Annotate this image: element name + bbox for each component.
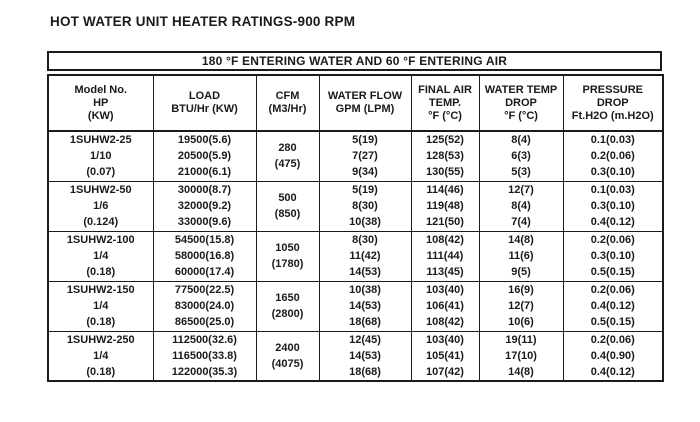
cell-value: 6(3)	[511, 150, 531, 163]
pressure-drop-cell	[563, 231, 663, 281]
cell-value: 18(68)	[349, 365, 381, 378]
cell-value: 19(11)	[505, 333, 537, 346]
cell-value: 60000(17.4)	[174, 266, 235, 278]
cfm-cell	[256, 181, 319, 231]
column-header-line: PRESSURE	[582, 83, 644, 96]
cell-value: 119(48)	[426, 200, 464, 212]
cell-value: (0.18)	[86, 316, 116, 328]
cell-value: 30000(8.7)	[177, 184, 232, 196]
cell-value: 125(52)	[426, 134, 464, 147]
ratings-table-head	[48, 75, 663, 131]
cell-value: (0.124)	[83, 216, 119, 228]
page-title: HOT WATER UNIT HEATER RATINGS-900 RPM	[50, 14, 356, 29]
cell-value: 122000(35.3)	[171, 365, 238, 378]
column-header-line: HP	[93, 96, 109, 109]
final-air-temp-cell	[411, 231, 479, 281]
banner-text: 180 °F ENTERING WATER AND 60 °F ENTERING AIR	[201, 54, 508, 68]
cell-value: 7(27)	[352, 150, 378, 163]
cell-value: 7(4)	[511, 216, 531, 228]
cell-value: (4075)	[271, 357, 304, 370]
cell-value: 14(8)	[508, 365, 534, 378]
cell-value: 113(45)	[426, 266, 464, 278]
column-header-line: FINAL AIR	[418, 83, 472, 96]
cell-value: 17(10)	[505, 349, 537, 362]
cell-value: 19500(5.6)	[177, 134, 232, 147]
water-flow-cell	[319, 131, 411, 181]
cell-value: 1SUHW2-250	[66, 333, 135, 346]
column-header-load	[153, 75, 256, 131]
cell-value: 21000(6.1)	[177, 166, 232, 179]
cell-value: 2400	[275, 341, 300, 354]
column-header-line: WATER TEMP	[484, 83, 558, 96]
cell-value: 5(19)	[352, 184, 378, 196]
cell-value: 10(38)	[349, 284, 381, 296]
water-temp-drop-cell	[479, 131, 563, 181]
cell-value: 1/10	[90, 150, 112, 163]
cell-value: 86500(25.0)	[174, 316, 235, 328]
load-cell	[153, 131, 256, 181]
column-header-water-temp-drop	[479, 75, 563, 131]
cell-value: 108(42)	[426, 234, 464, 246]
cell-value: (0.18)	[86, 365, 116, 378]
cell-value: 0.5(0.15)	[590, 316, 635, 328]
load-cell	[153, 281, 256, 331]
ratings-table	[47, 74, 664, 382]
cell-value: (0.07)	[86, 166, 116, 179]
final-air-temp-cell	[411, 131, 479, 181]
water-flow-cell	[319, 231, 411, 281]
water-temp-drop-cell	[479, 281, 563, 331]
cell-value: 0.2(0.06)	[590, 333, 635, 346]
cell-value: 103(40)	[426, 284, 464, 296]
cell-value: 8(30)	[352, 234, 378, 246]
column-header-cfm	[256, 75, 319, 131]
cell-value: 0.2(0.06)	[590, 284, 635, 296]
column-header-line: TEMP.	[428, 96, 462, 109]
cfm-cell	[256, 331, 319, 381]
load-cell	[153, 331, 256, 381]
table-row	[48, 281, 663, 331]
cell-value: 1/4	[93, 300, 109, 312]
cell-value: 1/4	[93, 250, 109, 262]
column-header-line: WATER FLOW	[327, 90, 403, 102]
cfm-cell	[256, 131, 319, 181]
column-header-line: DROP	[505, 96, 537, 109]
cell-value: 500	[278, 192, 297, 204]
cell-value: 12(45)	[349, 333, 381, 346]
column-header-line: °F (°C)	[428, 109, 462, 122]
cell-value: 0.4(0.12)	[590, 216, 635, 228]
cell-value: 10(6)	[508, 316, 534, 328]
cell-value: 20500(5.9)	[177, 150, 232, 163]
cell-value: 128(53)	[426, 150, 464, 163]
water-flow-cell	[319, 181, 411, 231]
cell-value: 0.1(0.03)	[590, 184, 635, 196]
column-header-line: Ft.H2O (m.H2O)	[571, 109, 654, 122]
cell-value: 54500(15.8)	[174, 234, 235, 246]
cell-value: 1SUHW2-50	[69, 184, 132, 196]
cell-value: 11(6)	[508, 250, 534, 262]
pressure-drop-cell	[563, 331, 663, 381]
cell-value: (850)	[274, 208, 301, 220]
cell-value: 8(30)	[352, 200, 378, 212]
cfm-cell	[256, 281, 319, 331]
column-header-line: (M3/Hr)	[268, 103, 307, 115]
column-header-line: °F (°C)	[504, 109, 538, 122]
cell-value: 77500(22.5)	[174, 284, 235, 296]
cell-value: 0.2(0.06)	[590, 234, 635, 246]
cell-value: 130(55)	[426, 166, 464, 179]
cell-value: 14(53)	[349, 349, 381, 362]
cell-value: 9(5)	[511, 266, 531, 278]
cell-value: 107(42)	[426, 365, 464, 378]
cell-value: 0.3(0.10)	[590, 200, 635, 212]
cell-value: 280	[278, 142, 297, 155]
cfm-cell	[256, 231, 319, 281]
column-header-line: GPM (LPM)	[335, 103, 395, 115]
model-cell	[48, 281, 153, 331]
cell-value: 5(19)	[352, 134, 378, 147]
table-banner	[47, 51, 662, 71]
water-temp-drop-cell	[479, 181, 563, 231]
model-cell	[48, 231, 153, 281]
cell-value: 1SUHW2-25	[69, 134, 132, 147]
cell-value: 0.4(0.12)	[590, 365, 635, 378]
table-row	[48, 181, 663, 231]
water-flow-cell	[319, 281, 411, 331]
column-header-line: DROP	[596, 96, 629, 109]
final-air-temp-cell	[411, 181, 479, 231]
cell-value: 0.5(0.15)	[590, 266, 635, 278]
cell-value: 0.4(0.90)	[590, 349, 635, 362]
cell-value: 8(4)	[511, 134, 531, 147]
column-header-pressure-drop	[563, 75, 663, 131]
cell-value: 108(42)	[426, 316, 464, 328]
final-air-temp-cell	[411, 331, 479, 381]
pressure-drop-cell	[563, 131, 663, 181]
column-header-model	[48, 75, 153, 131]
cell-value: 0.2(0.06)	[590, 150, 635, 163]
cell-value: 1SUHW2-150	[66, 284, 135, 296]
cell-value: 32000(9.2)	[177, 200, 232, 212]
column-header-line: LOAD	[188, 90, 221, 102]
cell-value: 5(3)	[511, 166, 531, 179]
water-flow-cell	[319, 331, 411, 381]
column-header-line: BTU/Hr (KW)	[171, 103, 238, 115]
column-header-water-flow	[319, 75, 411, 131]
model-cell	[48, 131, 153, 181]
cell-value: 12(7)	[508, 184, 534, 196]
pressure-drop-cell	[563, 281, 663, 331]
cell-value: 111(44)	[426, 250, 464, 262]
cell-value: 14(8)	[508, 234, 534, 246]
final-air-temp-cell	[411, 281, 479, 331]
cell-value: 10(38)	[349, 216, 381, 228]
load-cell	[153, 181, 256, 231]
cell-value: 0.3(0.10)	[590, 250, 635, 262]
water-temp-drop-cell	[479, 331, 563, 381]
cell-value: 8(4)	[511, 200, 531, 212]
model-cell	[48, 181, 153, 231]
cell-value: 12(7)	[508, 300, 534, 312]
cell-value: 83000(24.0)	[174, 300, 235, 312]
cell-value: (2800)	[271, 308, 304, 320]
cell-value: 16(9)	[508, 284, 534, 296]
column-header-line: Model No.	[74, 83, 128, 96]
load-cell	[153, 231, 256, 281]
cell-value: 105(41)	[426, 349, 464, 362]
cell-value: 0.3(0.10)	[590, 166, 635, 179]
cell-value: 121(50)	[426, 216, 464, 228]
column-header-final-air-temp	[411, 75, 479, 131]
cell-value: 0.1(0.03)	[590, 134, 635, 147]
cell-value: 0.4(0.12)	[590, 300, 635, 312]
cell-value: 58000(16.8)	[174, 250, 235, 262]
table-row	[48, 131, 663, 181]
cell-value: (475)	[274, 158, 301, 171]
cell-value: 112500(32.6)	[172, 333, 237, 346]
model-cell	[48, 331, 153, 381]
column-header-line: (KW)	[87, 109, 114, 122]
table-row	[48, 231, 663, 281]
ratings-table-body	[48, 131, 663, 381]
cell-value: 9(34)	[352, 166, 378, 179]
cell-value: 103(40)	[426, 333, 464, 346]
cell-value: 14(53)	[349, 300, 381, 312]
cell-value: 14(53)	[349, 266, 381, 278]
cell-value: (1780)	[271, 258, 304, 270]
cell-value: 114(46)	[426, 184, 464, 196]
cell-value: 1/6	[93, 200, 109, 212]
cell-value: 18(68)	[349, 316, 381, 328]
cell-value: 1650	[275, 292, 300, 304]
cell-value: 1050	[275, 242, 300, 254]
header-row	[48, 75, 663, 131]
table-row	[48, 331, 663, 381]
pressure-drop-cell	[563, 181, 663, 231]
cell-value: 11(42)	[349, 250, 381, 262]
cell-value: (0.18)	[86, 266, 116, 278]
cell-value: 106(41)	[426, 300, 464, 312]
cell-value: 116500(33.8)	[172, 349, 237, 362]
cell-value: 1SUHW2-100	[66, 234, 135, 246]
cell-value: 33000(9.6)	[177, 216, 232, 228]
cell-value: 1/4	[93, 349, 109, 362]
column-header-line: CFM	[275, 90, 300, 102]
water-temp-drop-cell	[479, 231, 563, 281]
